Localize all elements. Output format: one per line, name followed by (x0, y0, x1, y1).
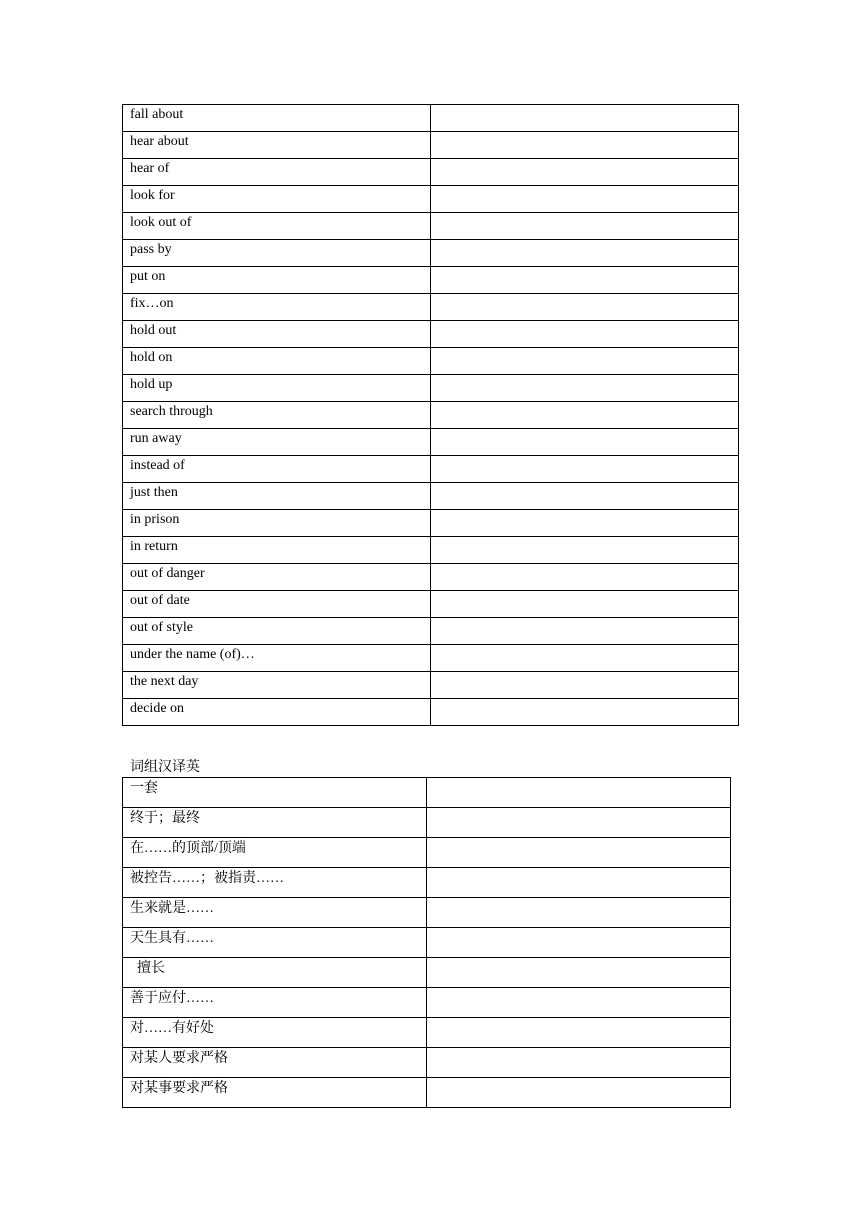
table-row (123, 898, 731, 928)
phrase-cell: just then (123, 483, 431, 510)
phrase-cell: 一套 (123, 778, 427, 808)
answer-cell[interactable] (427, 778, 731, 808)
table-row (123, 456, 739, 483)
answer-cell[interactable] (427, 928, 731, 958)
phrase-cell: hear about (123, 132, 431, 159)
table-row (123, 375, 739, 402)
answer-cell[interactable] (427, 1078, 731, 1108)
phrase-cell: 对某人要求严格 (123, 1048, 427, 1078)
phrase-cell: hear of (123, 159, 431, 186)
table-row (123, 267, 739, 294)
phrase-cell: in prison (123, 510, 431, 537)
table-row (123, 483, 739, 510)
phrase-cell: search through (123, 402, 431, 429)
table-row (123, 618, 739, 645)
phrase-cell: 擅长 (123, 958, 427, 988)
chinese-phrase-table (122, 777, 731, 1108)
phrase-cell: out of danger (123, 564, 431, 591)
table-row (123, 294, 739, 321)
table-row (123, 778, 731, 808)
answer-cell[interactable] (431, 159, 739, 186)
phrase-cell: pass by (123, 240, 431, 267)
answer-cell[interactable] (431, 294, 739, 321)
phrase-cell: out of style (123, 618, 431, 645)
table-row (123, 429, 739, 456)
answer-cell[interactable] (427, 838, 731, 868)
phrase-cell: out of date (123, 591, 431, 618)
answer-cell[interactable] (431, 402, 739, 429)
answer-cell[interactable] (431, 213, 739, 240)
table-row (123, 645, 739, 672)
table-row (123, 808, 731, 838)
table-row (123, 1018, 731, 1048)
phrase-cell: fall about (123, 105, 431, 132)
answer-cell[interactable] (431, 456, 739, 483)
answer-cell[interactable] (427, 808, 731, 838)
phrase-cell: run away (123, 429, 431, 456)
answer-cell[interactable] (431, 105, 739, 132)
phrase-cell: in return (123, 537, 431, 564)
phrase-cell: 对……有好处 (123, 1018, 427, 1048)
answer-cell[interactable] (431, 564, 739, 591)
phrase-cell: 善于应付…… (123, 988, 427, 1018)
table-row (123, 132, 739, 159)
phrase-cell: fix…on (123, 294, 431, 321)
phrase-cell: the next day (123, 672, 431, 699)
table-row (123, 186, 739, 213)
answer-cell[interactable] (431, 240, 739, 267)
answer-cell[interactable] (431, 618, 739, 645)
table-row (123, 1048, 731, 1078)
table-row (123, 1078, 731, 1108)
phrase-cell: hold out (123, 321, 431, 348)
table-row (123, 510, 739, 537)
answer-cell[interactable] (431, 321, 739, 348)
answer-cell[interactable] (431, 591, 739, 618)
phrase-cell: look for (123, 186, 431, 213)
table-row (123, 564, 739, 591)
phrase-cell: instead of (123, 456, 431, 483)
table-row (123, 105, 739, 132)
table-row (123, 838, 731, 868)
answer-cell[interactable] (431, 429, 739, 456)
answer-cell[interactable] (427, 1018, 731, 1048)
answer-cell[interactable] (431, 699, 739, 726)
table-row (123, 402, 739, 429)
english-phrase-table (122, 104, 739, 726)
table-row (123, 159, 739, 186)
phrase-cell: decide on (123, 699, 431, 726)
table-row (123, 988, 731, 1018)
answer-cell[interactable] (431, 510, 739, 537)
phrase-cell: put on (123, 267, 431, 294)
phrase-cell: under the name (of)… (123, 645, 431, 672)
answer-cell[interactable] (431, 483, 739, 510)
answer-cell[interactable] (427, 958, 731, 988)
phrase-cell: 生来就是…… (123, 898, 427, 928)
table-row (123, 958, 731, 988)
answer-cell[interactable] (431, 672, 739, 699)
answer-cell[interactable] (431, 645, 739, 672)
phrase-cell: hold on (123, 348, 431, 375)
table-row (123, 537, 739, 564)
table-row (123, 213, 739, 240)
table-row (123, 672, 739, 699)
table-row (123, 321, 739, 348)
phrase-cell: 被控告……；被指责…… (123, 868, 427, 898)
answer-cell[interactable] (427, 868, 731, 898)
answer-cell[interactable] (431, 267, 739, 294)
phrase-cell: 对某事要求严格 (123, 1078, 427, 1108)
table-row (123, 240, 739, 267)
answer-cell[interactable] (427, 988, 731, 1018)
table-row (123, 348, 739, 375)
answer-cell[interactable] (431, 186, 739, 213)
phrase-cell: 在……的顶部/顶端 (123, 838, 427, 868)
answer-cell[interactable] (427, 1048, 731, 1078)
answer-cell[interactable] (431, 132, 739, 159)
phrase-cell: hold up (123, 375, 431, 402)
section-title: 词组汉译英 (130, 760, 200, 775)
table-row (123, 699, 739, 726)
phrase-cell: 终于；最终 (123, 808, 427, 838)
phrase-cell: 天生具有…… (123, 928, 427, 958)
answer-cell[interactable] (427, 898, 731, 928)
table-row (123, 591, 739, 618)
table-row (123, 928, 731, 958)
answer-cell[interactable] (431, 537, 739, 564)
answer-cell[interactable] (431, 375, 739, 402)
table-row (123, 868, 731, 898)
answer-cell[interactable] (431, 348, 739, 375)
phrase-cell: look out of (123, 213, 431, 240)
